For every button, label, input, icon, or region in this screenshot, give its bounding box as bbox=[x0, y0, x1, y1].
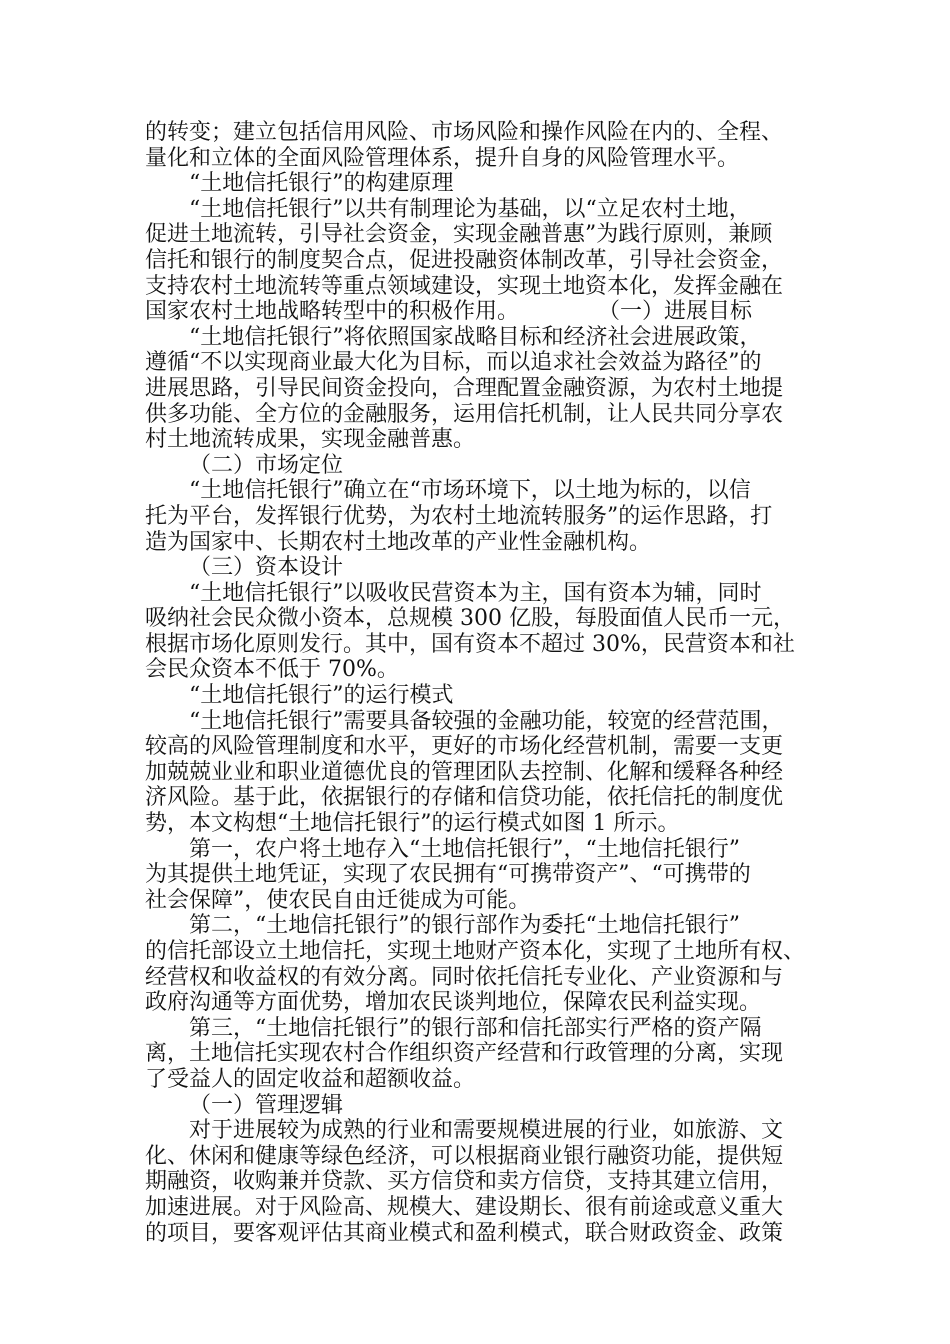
text-line: 托为平台，发挥银行优势，为农村土地流转服务”的运作思路，打 bbox=[145, 503, 773, 529]
text-line: 供多功能、全方位的金融服务，运用信托机制，让人民共同分享农 bbox=[145, 401, 784, 427]
text-line: “土地信托银行”需要具备较强的金融功能，较宽的经营范围， bbox=[189, 708, 784, 734]
text-line: 量化和立体的全面风险管理体系，提升自身的风险管理水平。 bbox=[145, 145, 740, 171]
text-line: “土地信托银行”将依照国家战略目标和经济社会进展政策， bbox=[189, 324, 762, 350]
text-line: （二）市场定位 bbox=[189, 452, 344, 478]
text-line: 第二，“土地信托银行”的银行部作为委托“土地信托银行” bbox=[189, 913, 740, 939]
section-heading-inline: （一）进展目标 bbox=[598, 299, 753, 324]
text-line: （三）资本设计 bbox=[189, 555, 344, 581]
text-line: 济风险。基于此，依据银行的存储和信贷功能，依托信托的制度优 bbox=[145, 785, 784, 811]
text-line: 国家农村土地战略转型中的积极作用。 bbox=[145, 299, 520, 325]
text-line: 信托和银行的制度契合点，促进投融资体制改革，引导社会资金， bbox=[145, 247, 784, 273]
text-line: 第一，农户将土地存入“土地信托银行”，“土地信托银行” bbox=[189, 836, 740, 862]
text-line: 支持农村土地流转等重点领域建设，实现土地资本化，发挥金融在 bbox=[145, 273, 784, 299]
text-line: 造为国家中、长期农村土地改革的产业性金融机构。 bbox=[145, 529, 652, 555]
text-line: “土地信托银行”以吸收民营资本为主，国有资本为辅，同时 bbox=[189, 580, 762, 606]
text-line: “土地信托银行”的构建原理 bbox=[189, 171, 454, 197]
text-line: 加速进展。对于风险高、规模大、建设期长、很有前途或意义重大 bbox=[145, 1194, 784, 1220]
text-line: （一）管理逻辑 bbox=[189, 1092, 344, 1118]
text-line: 较高的风险管理制度和水平，更好的市场化经营机制，需要一支更 bbox=[145, 734, 784, 760]
text-line: 对于进展较为成熟的行业和需要规模进展的行业，如旅游、文 bbox=[189, 1118, 784, 1144]
text-line: 促进土地流转，引导社会资金，实现金融普惠”为践行原则，兼顾 bbox=[145, 222, 773, 248]
text-line: 政府沟通等方面优势，增加农民谈判地位，保障农民利益实现。 bbox=[145, 990, 762, 1016]
text-line: 遵循“不以实现商业最大化为目标，而以追求社会效益为路径”的 bbox=[145, 350, 762, 376]
text-line: 为其提供土地凭证，实现了农民拥有“可携带资产”、“可携带的 bbox=[145, 862, 751, 888]
text-line: 化、休闲和健康等绿色经济，可以根据商业银行融资功能，提供短 bbox=[145, 1143, 784, 1169]
text-line: 吸纳社会民众微小资本，总规模 300 亿股，每股面值人民币一元， bbox=[145, 606, 795, 632]
text-line: “土地信托银行”以共有制理论为基础，以“立足农村土地， bbox=[189, 196, 751, 222]
text-line: “土地信托银行”确立在“市场环境下，以土地为标的，以信 bbox=[189, 478, 751, 504]
text-line: 的信托部设立土地信托，实现土地财产资本化，实现了土地所有权、 bbox=[145, 939, 805, 964]
text-line: 进展思路，引导民间资金投向，合理配置金融资源，为农村土地提 bbox=[145, 375, 784, 401]
text-line: 第三，“土地信托银行”的银行部和信托部实行严格的资产隔 bbox=[189, 1015, 762, 1041]
text-line: 经营权和收益权的有效分离。同时依托信托专业化、产业资源和与 bbox=[145, 964, 784, 990]
text-line: 了受益人的固定收益和超额收益。 bbox=[145, 1066, 476, 1092]
text-line: 加兢兢业业和职业道德优良的管理团队去控制、化解和缓释各种经 bbox=[145, 759, 784, 785]
text-line: 离，土地信托实现农村合作组织资产经营和行政管理的分离，实现 bbox=[145, 1041, 784, 1067]
text-line: 会民众资本不低于 70%。 bbox=[145, 657, 399, 683]
text-line: 根据市场化原则发行。其中，国有资本不超过 30%，民营资本和社 bbox=[145, 631, 795, 657]
text-line: 的项目，要客观评估其商业模式和盈利模式，联合财政资金、政策 bbox=[145, 1220, 784, 1246]
text-line: 社会保障”，使农民自由迁徙成为可能。 bbox=[145, 887, 531, 913]
text-line: 的转变；建立包括信用风险、市场风险和操作风险在内的、全程、 bbox=[145, 120, 784, 145]
text-line: “土地信托银行”的运行模式 bbox=[189, 683, 454, 709]
text-line: 村土地流转成果，实现金融普惠。 bbox=[145, 427, 476, 453]
text-line: 期融资，收购兼并贷款、买方信贷和卖方信贷，支持其建立信用， bbox=[145, 1169, 784, 1195]
text-line: 势，本文构想“土地信托银行”的运行模式如图 1 所示。 bbox=[145, 811, 680, 837]
body-text bbox=[145, 120, 805, 1246]
